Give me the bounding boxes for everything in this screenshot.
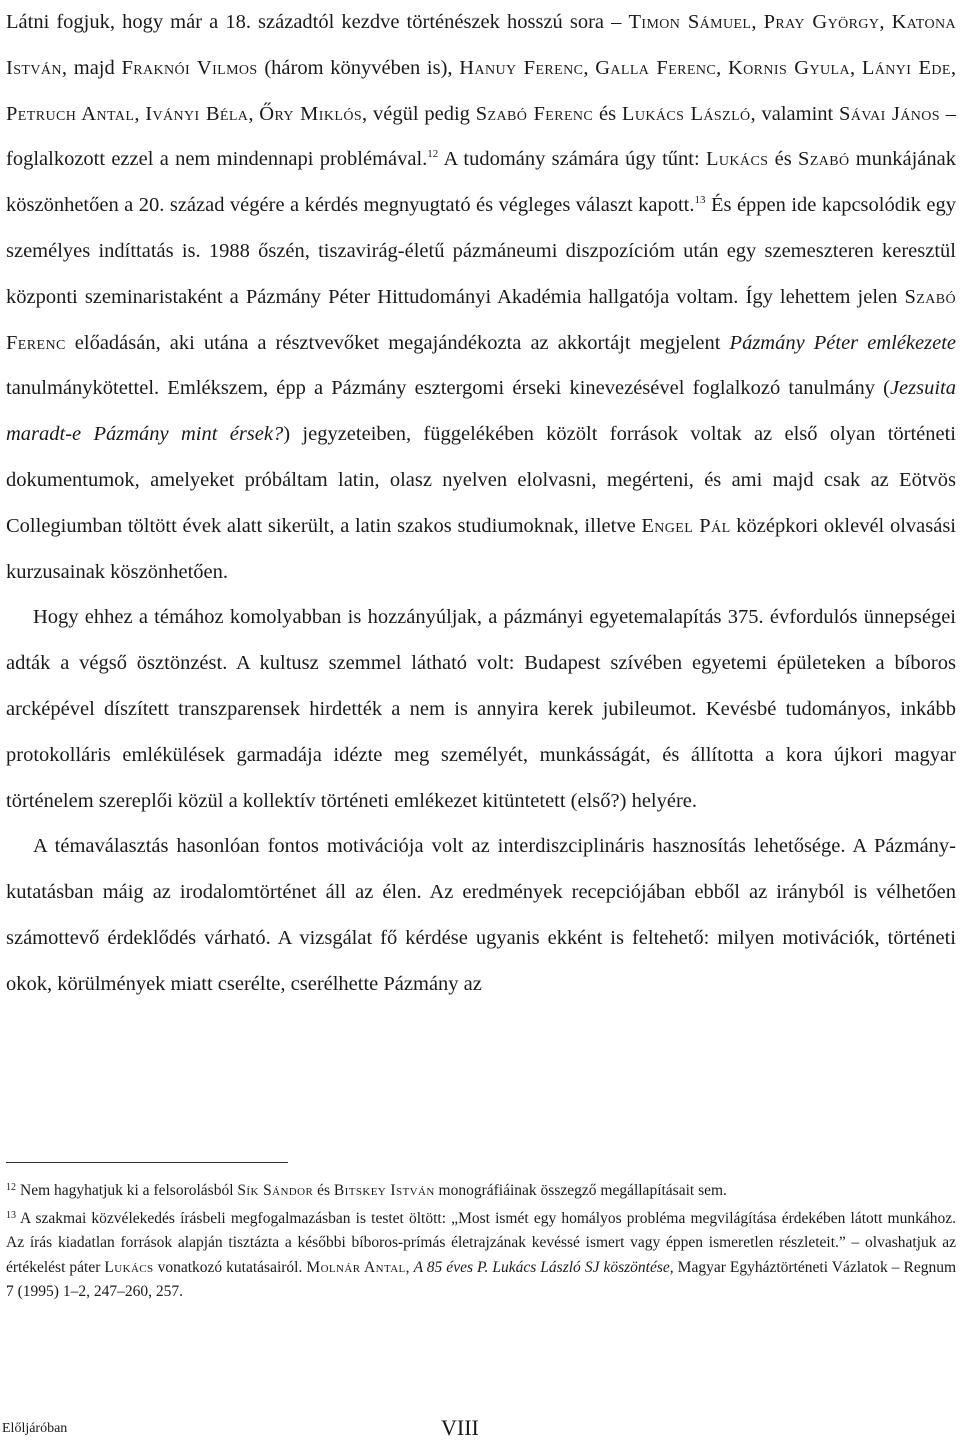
- text-run: munkájának köszönhetően a 20. század végére a kérdés megnyugtató és végleges választ kapott.: [6, 148, 956, 217]
- text-run: vonatkozó kutatásairól.: [153, 1258, 307, 1276]
- text-run: tanulmánykötettel. Emlékszem, épp a Pázmány esztergomi érseki kinevezésével foglalkozó tanulmány (: [6, 377, 890, 400]
- person-name: Szabó Ferenc: [475, 102, 594, 125]
- footnote-12: [6, 1176, 956, 1204]
- text-run: Nem hagyhatjuk ki a felsorolásból: [20, 1182, 238, 1199]
- person-name: Lukács László: [621, 102, 751, 125]
- text-run: (három könyvében is),: [257, 56, 460, 79]
- person-name: Szabó Ferenc: [6, 285, 956, 354]
- text-run: Hogy ehhez a témához komolyabban is hozzányúljak, a pázmányi egyetemalapítás 375. évfordulós ünnepségei adták a végső ösztönzést. A kultusz szemmel látható volt: Budapest szívében egyetemi épületeken a bíboros arcképével díszített transzparensek hirdették a nem is annyira kerek jubileumot. Kevésbé tudományos, inkább protokolláris emlékülések garmadája idézte meg személyét, munkásságát, és állította a kora újkori magyar történelem szereplői közül a kollektív történeti emlékezet kitüntetett (első?) helyére.: [6, 606, 956, 812]
- text-run: ,: [879, 11, 892, 33]
- text-run: – foglalkozott ezzel a nem mindennapi problémával.: [6, 102, 957, 171]
- text-run: középkori oklevél olvasási kurzusainak köszönhetően.: [6, 514, 956, 583]
- person-name: Hanuy Ferenc: [459, 56, 584, 79]
- footnote-reference: 13: [694, 194, 706, 207]
- paragraph-3: [6, 824, 956, 1007]
- person-name: Lukács: [705, 148, 769, 171]
- text-run: ,: [134, 102, 146, 125]
- running-footer: Előljáróban: [2, 1421, 68, 1436]
- text-run: ,: [583, 56, 596, 79]
- paragraph-2: [6, 595, 956, 824]
- text-run: , végül pedig: [362, 102, 476, 125]
- text-run: ,: [248, 102, 260, 125]
- italic-title: A 85 éves P. Lukács László SJ köszöntése: [413, 1258, 670, 1276]
- text-run: és: [768, 148, 799, 171]
- footnote-number: 13: [6, 1209, 16, 1221]
- italic-title: Pázmány Péter emlékezete: [729, 331, 956, 354]
- footnote-number: 12: [6, 1182, 16, 1193]
- person-name: Lukács: [104, 1258, 154, 1276]
- text-run: A témaválasztás hasonlóan fontos motivációja volt az interdiszciplináris hasznosítás lehetősége. A Pázmány-kutatásban máig az irodalomtörténet áll az élen. Az eredmények recepciójában ebből az irányból is vélhetően számottevő érdeklődés várható. A vizsgálat fő kérdése ugyanis ekként is feltehető: milyen motivációk, történeti okok, körülmények miatt cserélte, cserélhette Pázmány az: [6, 835, 956, 995]
- text-run: és: [593, 102, 622, 125]
- text-run: ,: [751, 11, 764, 33]
- person-name: Molnár Antal: [306, 1258, 406, 1276]
- person-name: Iványi Béla: [145, 102, 249, 125]
- person-name: Fraknói Vilmos: [121, 56, 258, 79]
- text-run: és: [313, 1182, 334, 1199]
- text-run: A szakmai közvélekedés írásbeli megfogalmazásban is testet öltött: „Most ismét egy homályos probléma megvilágítása érdekében látott munkához. Az írás kiadatlan források alapján tisztázta a későbbi bíboros-prímás életrajzának kevéssé ismert vagy éppen ismeretlen részleteit.” – olvashatjuk az értékelést páter: [6, 1209, 956, 1276]
- body-text: [6, 0, 956, 1008]
- text-run: ) jegyzeteiben, függelékében közölt források voltak az első olyan történeti dokumentumok, amelyeket próbáltam latin, olasz nyelven elolvasni, megérteni, és ami majd csak az Eötvös Collegiumban töltött évek alatt sikerült, a latin szakos studiumoknak, illetve: [6, 423, 956, 537]
- text-run: ,: [950, 56, 956, 79]
- person-name: Sávai János: [839, 102, 940, 125]
- italic-title: Jezsuita maradt-e Pázmány mint érsek?: [6, 377, 956, 446]
- person-name: Galla Ferenc: [595, 56, 717, 79]
- person-name: Sík Sándor: [237, 1182, 314, 1199]
- text-run: Látni fogjuk, hogy már a 18. századtól kezdve történészek hosszú sora –: [6, 11, 629, 33]
- person-name: Katona István: [6, 11, 956, 79]
- person-name: Lányi Ede: [861, 56, 951, 79]
- text-run: És éppen ide kapcsolódik egy személyes indíttatás is. 1988 őszén, tiszavirág-életű pázmáneumi diszpozícióm után egy szemeszteren keresztül központi szeminaristaként a Pázmány Péter Hittudományi Akadémia hallgatója voltam. Így lehettem jelen: [6, 194, 956, 308]
- text-run: ,: [716, 56, 728, 79]
- footnote-13: [6, 1204, 956, 1305]
- person-name: Engel Pál: [641, 514, 731, 537]
- person-name: Pray György: [763, 11, 880, 33]
- text-run: A tudomány számára úgy tűnt:: [438, 148, 706, 171]
- person-name: Kornis Gyula: [727, 56, 850, 79]
- page-number: VIII: [441, 1415, 479, 1440]
- text-run: , majd: [61, 56, 122, 79]
- text-run: monográfiáinak összegző megállapításait sem.: [434, 1182, 727, 1199]
- person-name: Timon Sámuel: [628, 11, 752, 33]
- person-name: Őry Miklós: [259, 102, 363, 125]
- text-run: ,: [850, 56, 862, 79]
- text-run: ,: [405, 1258, 414, 1276]
- person-name: Bitskey István: [333, 1182, 435, 1199]
- footnote-separator-rule: [6, 1162, 288, 1163]
- person-name: Szabó: [798, 148, 850, 171]
- text-run: , Magyar Egyháztörténeti Vázlatok – Regnum 7 (1995) 1–2, 247–260, 257.: [6, 1258, 957, 1301]
- person-name: Petruch Antal: [6, 102, 135, 125]
- text-run: , valamint: [750, 102, 840, 125]
- footnote-reference: 12: [427, 148, 439, 161]
- text-run: előadásán, aki utána a résztvevőket megajándékozta az akkortájt megjelent: [65, 331, 730, 354]
- footnotes: [6, 1176, 956, 1305]
- paragraph-1: [6, 0, 956, 595]
